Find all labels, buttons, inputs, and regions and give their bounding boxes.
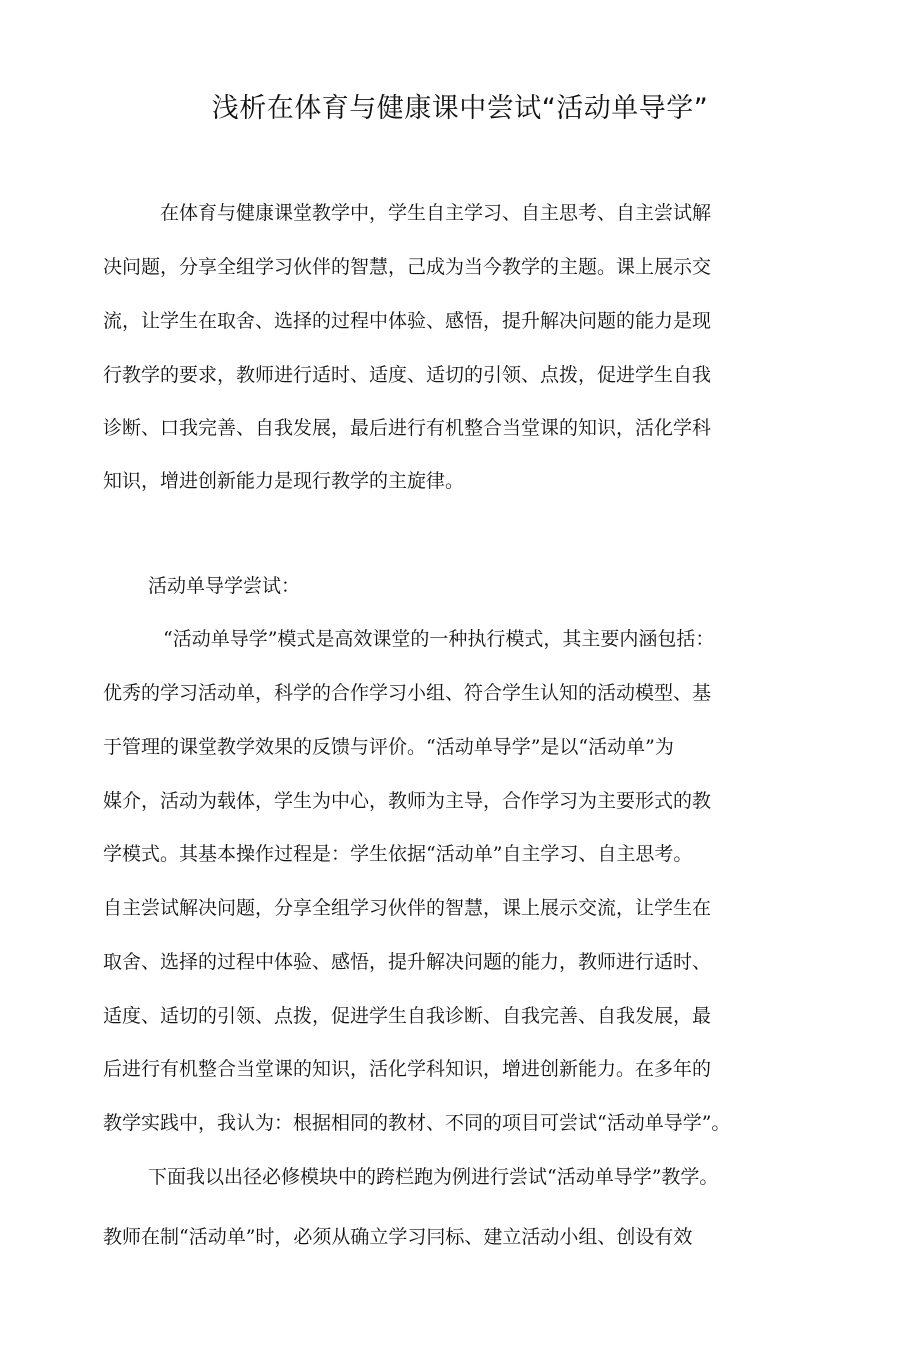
section-heading: 活动单导学尝试： [148, 575, 301, 597]
paragraph-2-line-3: 于管理的课堂教学效果的反馈与评价。“活动单导学”是以“活动单”为 [103, 736, 674, 758]
paragraph-2-line-2: 优秀的学习活动单，科学的合作学习小组、符合学生认知的活动模型、基 [103, 682, 712, 704]
paragraph-3-line-1: 下面我以出径必修模块中的跨栏跑为例进行尝试“活动单导学”教学。 [148, 1166, 719, 1188]
paragraph-2-line-9: 后进行有机整合当堂课的知识，活化学科知识，增进创新能力。在多年的 [103, 1058, 712, 1080]
paragraph-1-line-1: 在体育与健康课堂教学中，学生自主学习、自主思考、自主尝试解 [160, 202, 712, 224]
paragraph-3-line-2: 教师在制“活动单”时，必须从确立学习冃标、建立活动小组、创设有效 [103, 1226, 693, 1248]
paragraph-2-line-10: 教学实践中，我认为：根据相同的教材、不同的项目可尝试“活动单导学”。 [103, 1112, 731, 1134]
document-title: 浅析在体育与健康课中尝试“活动单导学” [211, 93, 709, 124]
paragraph-2-line-6: 自主尝试解决问题，分享全组学习伙伴的智慧，课上展示交流，让学生在 [103, 897, 712, 919]
paragraph-2-line-5: 学模式。其基本操作过程是：学生依据“活动单”自主学习、自主思考。 [103, 843, 693, 865]
paragraph-1-line-2: 决问题，分享全组学习伙伴的智慧，己成为当今教学的主题。课上展示交 [103, 256, 712, 278]
paragraph-1-line-5: 诊断、口我完善、自我发展，最后进行有机整合当堂课的知识，活化学科 [103, 417, 712, 439]
paragraph-2-line-8: 适度、适切的引领、点拨，促进学生自我诊断、自我完善、自我发展，最 [103, 1005, 712, 1027]
paragraph-1-line-4: 行教学的要求，教师进行适时、适度、适切的引领、点拨，促进学生自我 [103, 364, 712, 386]
paragraph-2-line-7: 取舍、选择的过程中体验、感悟，提升解决问题的能力，教师进行适时、 [103, 951, 712, 973]
paragraph-2-line-1: “活动单导学”模式是高效课堂的一种执行模式，其主要内涵包括： [163, 628, 715, 650]
paragraph-1-line-3: 流，让学生在取舍、选择的过程中体验、感悟，提升解决问题的能力是现 [103, 310, 712, 332]
paragraph-2-line-4: 媒介，活动为载体，学生为中心，教师为主导，合作学习为主要形式的教 [103, 790, 712, 812]
paragraph-1-line-6: 知识，增进创新能力是现行教学的主旋律。 [103, 470, 465, 492]
